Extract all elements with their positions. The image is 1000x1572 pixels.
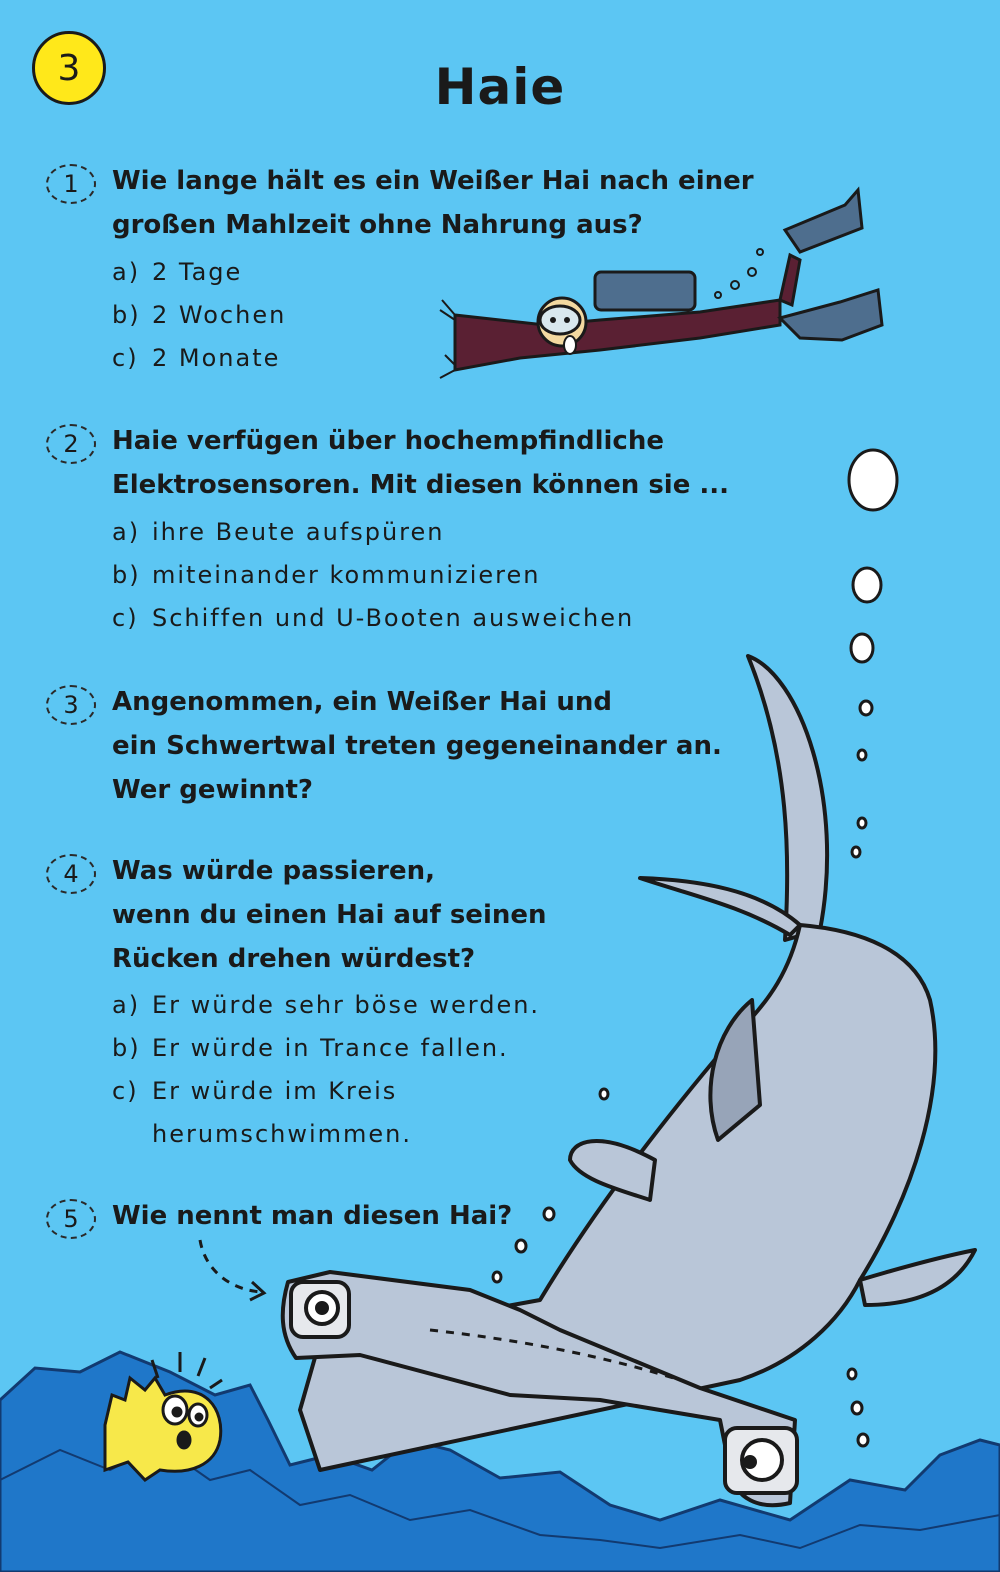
question-4-option-a: a) Er würde sehr böse werden. xyxy=(112,991,541,1019)
question-5-text: Wie nennt man diesen Hai? xyxy=(112,1201,513,1231)
question-4-text: Was würde passieren, wenn du einen Hai auf seinen Rücken drehen würdest? xyxy=(112,856,547,974)
page-number-badge: 3 xyxy=(32,31,106,105)
question-1-option-a: a) 2 Tage xyxy=(112,258,243,286)
question-2-option-b: b) miteinander kommunizieren xyxy=(112,561,541,589)
question-2-number: 2 xyxy=(46,424,96,464)
question-3-text: Angenommen, ein Weißer Hai und ein Schwertwal treten gegeneinander an. Wer gewinnt? xyxy=(112,687,722,805)
question-4-option-c: c) Er würde im Kreis herumschwimmen. xyxy=(112,1077,413,1148)
question-4-option-b: b) Er würde in Trance fallen. xyxy=(112,1034,509,1062)
question-1-number: 1 xyxy=(46,164,96,204)
question-1-text: Wie lange hält es ein Weißer Hai nach einer großen Mahlzeit ohne Nahrung aus? xyxy=(112,166,754,240)
question-1-option-c: c) 2 Monate xyxy=(112,344,281,372)
question-4-number: 4 xyxy=(46,854,96,894)
question-1-option-b: b) 2 Wochen xyxy=(112,301,287,329)
question-5-number: 5 xyxy=(46,1199,96,1239)
question-2-option-c: c) Schiffen und U-Booten ausweichen xyxy=(112,604,635,632)
question-2-option-a: a) ihre Beute aufspüren xyxy=(112,518,445,546)
question-3-number: 3 xyxy=(46,685,96,725)
page-title: Haie xyxy=(434,58,566,116)
question-2-text: Haie verfügen über hochempfindliche Elektrosensoren. Mit diesen können sie ... xyxy=(112,426,730,500)
